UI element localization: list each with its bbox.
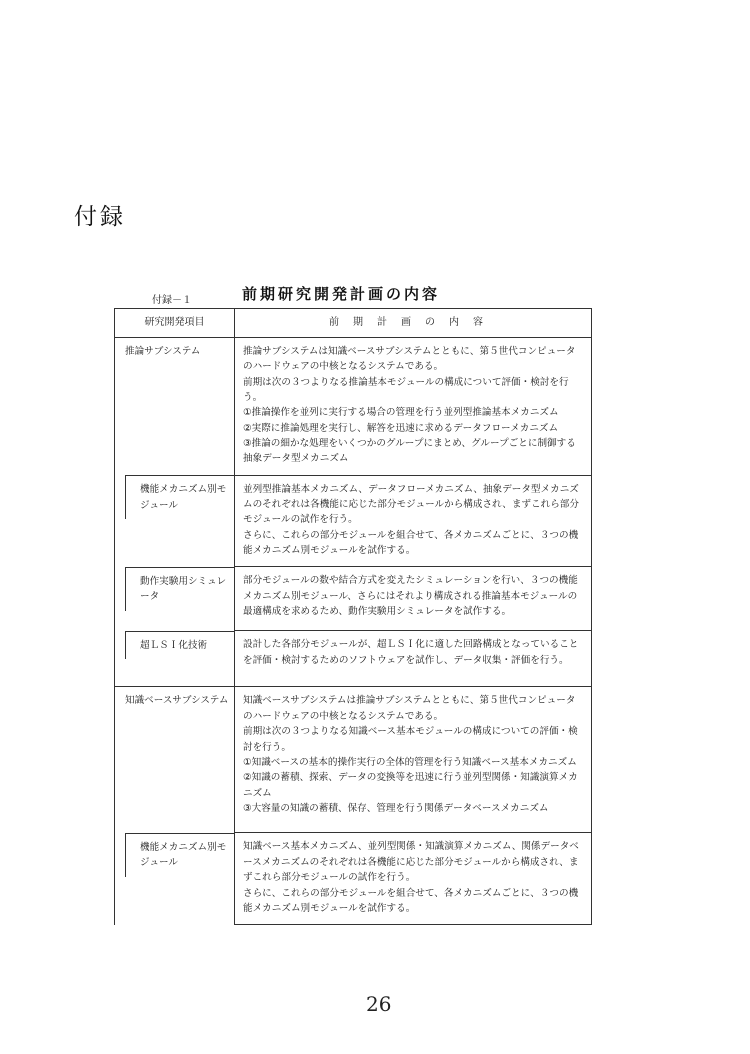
content-paragraph: 知識ベース基本メカニズム、並列型関係・知識演算メカニズム、関係データベースメカニズムのそれぞれは各機能に応じた部分モジュールから構成され、まずこれら部分モジュールの試作を行う。 (243, 841, 579, 884)
row-content-cell (235, 567, 592, 631)
content-paragraph: 設計した各部分モジュールが、超ＬＳＩ化に適した回路構成となっていることを評価・検討するためのソフトウェアを試作し、データ収集・評価を行う。 (243, 639, 579, 666)
content-paragraph: 前期は次の３つよりなる知識ベース基本モジュールの構成についての評価・検討を行う。 (243, 726, 578, 753)
content-paragraph: さらに、これらの部分モジュールを組合せて、各メカニズムごとに、３つの機能メカニズム別モジュールを試作する。 (243, 529, 579, 557)
content-paragraph: ③推論の細かな処理をいくつかのグループにまとめ、グループごとに制御する抽象データ型メカニズム (243, 438, 576, 465)
row-item-cell (115, 631, 235, 687)
content-paragraph: 推論サブシステムは知識ベースサブシステムとともに、第５世代コンピュータのハードウェアの中核となるシステムである。 (243, 346, 576, 373)
table-header-row (115, 309, 592, 338)
row-item-label: 知識ベースサブシステム (125, 695, 229, 707)
table-row (115, 833, 592, 925)
row-item-cell (115, 687, 235, 833)
plan-table (114, 308, 592, 925)
content-paragraph: 前期は次の３つよりなる推論基本モジュールの構成について評価・検討を行う。 (243, 376, 569, 404)
row-item-label: 超ＬＳＩ化技術 (140, 639, 208, 651)
table-row (115, 475, 592, 567)
header-content: 前期計画の内容 (235, 309, 592, 338)
row-item-cell (115, 567, 235, 631)
header-item: 研究開発項目 (115, 309, 235, 338)
row-item-cell (115, 833, 235, 925)
row-content-cell (235, 475, 592, 567)
content-paragraph: ③大容量の知識の蓄積、保存、管理を行う関係データベースメカニズム (243, 802, 549, 814)
row-item-label: 機能メカニズム別モジュール (140, 841, 227, 869)
row-content-cell (235, 338, 592, 476)
row-item-cell (115, 338, 235, 476)
row-item-label: 推論サブシステム (125, 346, 201, 357)
document-title: 前期研究開発計画の内容 (242, 285, 441, 303)
page-number: 26 (366, 992, 392, 1016)
row-content-cell (235, 631, 592, 687)
table-row (115, 338, 592, 476)
row-item-cell (115, 475, 235, 567)
row-content-cell (235, 833, 592, 925)
table-row (115, 631, 592, 687)
appendix-label: 付録－１ (152, 295, 192, 306)
content-paragraph: さらに、これらの部分モジュールを組合せて、各メカニズムごとに、３つの機能メカニズム別モジュールを試作する。 (243, 887, 579, 914)
content-paragraph: ①推論操作を並列に実行する場合の管理を行う並列型推論基本メカニズム (243, 407, 559, 419)
row-content-cell (235, 687, 592, 833)
section-heading: 付録 (74, 204, 126, 230)
content-paragraph: 並列型推論基本メカニズム、データフローメカニズム、抽象データ型メカニズムのそれぞれは各機能に応じた部分モジュールから構成され、まずこれら部分モジュールの試作を行う。 (243, 483, 579, 526)
content-paragraph: ②知識の蓄積、探索、データの変換等を迅速に行う並列型関係・知識演算メカニズム (243, 772, 578, 799)
row-item-label: 動作実験用シミュレータ (140, 575, 227, 603)
content-paragraph: 知識ベースサブシステムは推論サブシステムとともに、第５世代コンピュータのハードウェアの中核となるシステムである。 (243, 695, 576, 722)
content-paragraph: ①知識ベースの基本的操作実行の全体的管理を行う知識ベース基本メカニズム (243, 756, 577, 768)
table-row (115, 687, 592, 833)
content-paragraph: 部分モジュールの数や結合方式を変えたシミュレーションを行い、３つの機能メカニズム別モジュール、さらにはそれより構成される推論基本モジュールの最適構成を求めるため、動作実験用シミュレータを試作する。 (243, 575, 578, 618)
content-paragraph: ②実際に推論処理を実行し、解答を迅速に求めるデータフローメカニズム (243, 422, 559, 434)
row-item-label: 機能メカニズム別モジュール (140, 484, 227, 511)
table-row (115, 567, 592, 631)
